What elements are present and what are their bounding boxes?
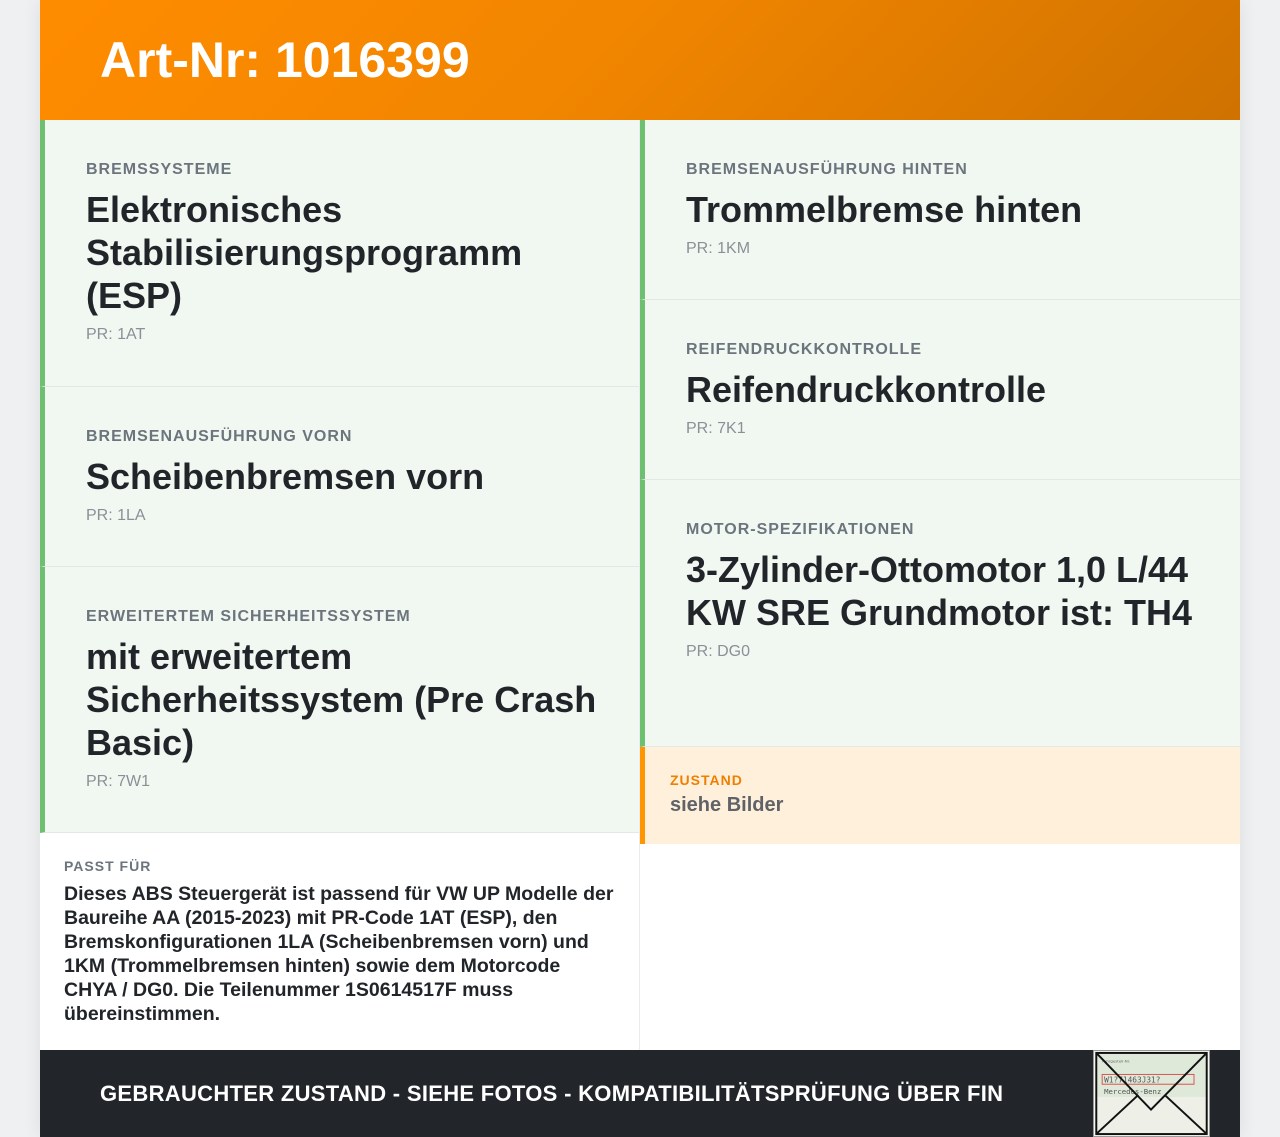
svg-text:Mercedes-Benz: Mercedes-Benz	[1104, 1086, 1162, 1096]
spec-value: 3-Zylinder-Ottomotor 1,0 L/44 KW SRE Grundmotor ist: TH4	[686, 549, 1192, 633]
spec-card-bremssysteme	[40, 120, 639, 387]
zustand-label: ZUSTAND	[670, 772, 743, 788]
spec-label: MOTOR-SPEZIFIKATIONEN	[686, 521, 915, 538]
svg-text:W1?71463J31?: W1?71463J31?	[1104, 1075, 1161, 1085]
right-column	[640, 120, 1240, 1051]
footer-banner	[40, 1050, 1240, 1137]
envelope-icon	[1094, 1051, 1209, 1136]
spec-card-bremsen-hinten	[640, 120, 1240, 300]
spec-label: BREMSSYSTEME	[86, 161, 233, 178]
passt-fuer-section	[40, 833, 639, 1051]
spec-card-motor	[640, 480, 1240, 747]
pr-code: PR: 7K1	[686, 420, 746, 437]
product-sheet	[40, 0, 1240, 1137]
spec-value: mit erweitertem Sicherheitssystem (Pre Crash Basic)	[86, 636, 597, 763]
spec-label: REIFENDRUCKKONTROLLE	[686, 341, 922, 358]
passt-fuer-label: PASST FÜR	[64, 858, 152, 874]
spec-card-reifendruck	[640, 300, 1240, 480]
pr-code: PR: 1KM	[686, 240, 751, 257]
footer-text: GEBRAUCHTER ZUSTAND - SIEHE FOTOS - KOMPATIBILITÄTSPRÜFUNG ÜBER FIN	[100, 1080, 1004, 1106]
pr-code: PR: 1AT	[86, 326, 146, 343]
spec-card-sicherheitssystem	[40, 567, 639, 833]
article-number-title: Art-Nr: 1016399	[100, 32, 470, 88]
spec-value: Trommelbremse hinten	[686, 189, 1083, 230]
header	[40, 0, 1240, 120]
left-column	[40, 120, 640, 1051]
spec-value: Scheibenbremsen vorn	[86, 456, 485, 497]
pr-code: PR: 7W1	[86, 773, 151, 790]
spec-value: Elektronisches Stabilisierungsprogramm (ESP)	[86, 189, 523, 316]
envelope-fin-icon	[1093, 1050, 1210, 1137]
pr-code: PR: 1LA	[86, 507, 146, 524]
pr-code: PR: DG0	[686, 643, 751, 660]
spec-label: ERWEITERTEM SICHERHEITSSYSTEM	[86, 608, 411, 625]
spec-label: BREMSENAUSFÜHRUNG VORN	[86, 428, 353, 445]
passt-fuer-text: Dieses ABS Steuergerät ist passend für VW UP Modelle der Baureihe AA (2015-2023) mit PR-Code 1AT (ESP), den Bremskonfigurationen 1LA (Scheibenbremsen vorn) und 1KM (Trommelbremsen hinten) sowie dem Motorcode CHYA / DG0. Die Teilenummer 1S0614517F muss übereinstimmen.	[64, 883, 614, 1025]
svg-text:Fahrgestell-Nr.: Fahrgestell-Nr.	[1102, 1058, 1131, 1064]
zustand-section	[640, 747, 1240, 844]
spec-label: BREMSENAUSFÜHRUNG HINTEN	[686, 161, 968, 178]
zustand-value: siehe Bilder	[670, 794, 784, 816]
spec-grid	[40, 120, 1240, 1051]
spec-card-bremsen-vorn	[40, 387, 639, 567]
spec-value: Reifendruckkontrolle	[686, 369, 1047, 410]
